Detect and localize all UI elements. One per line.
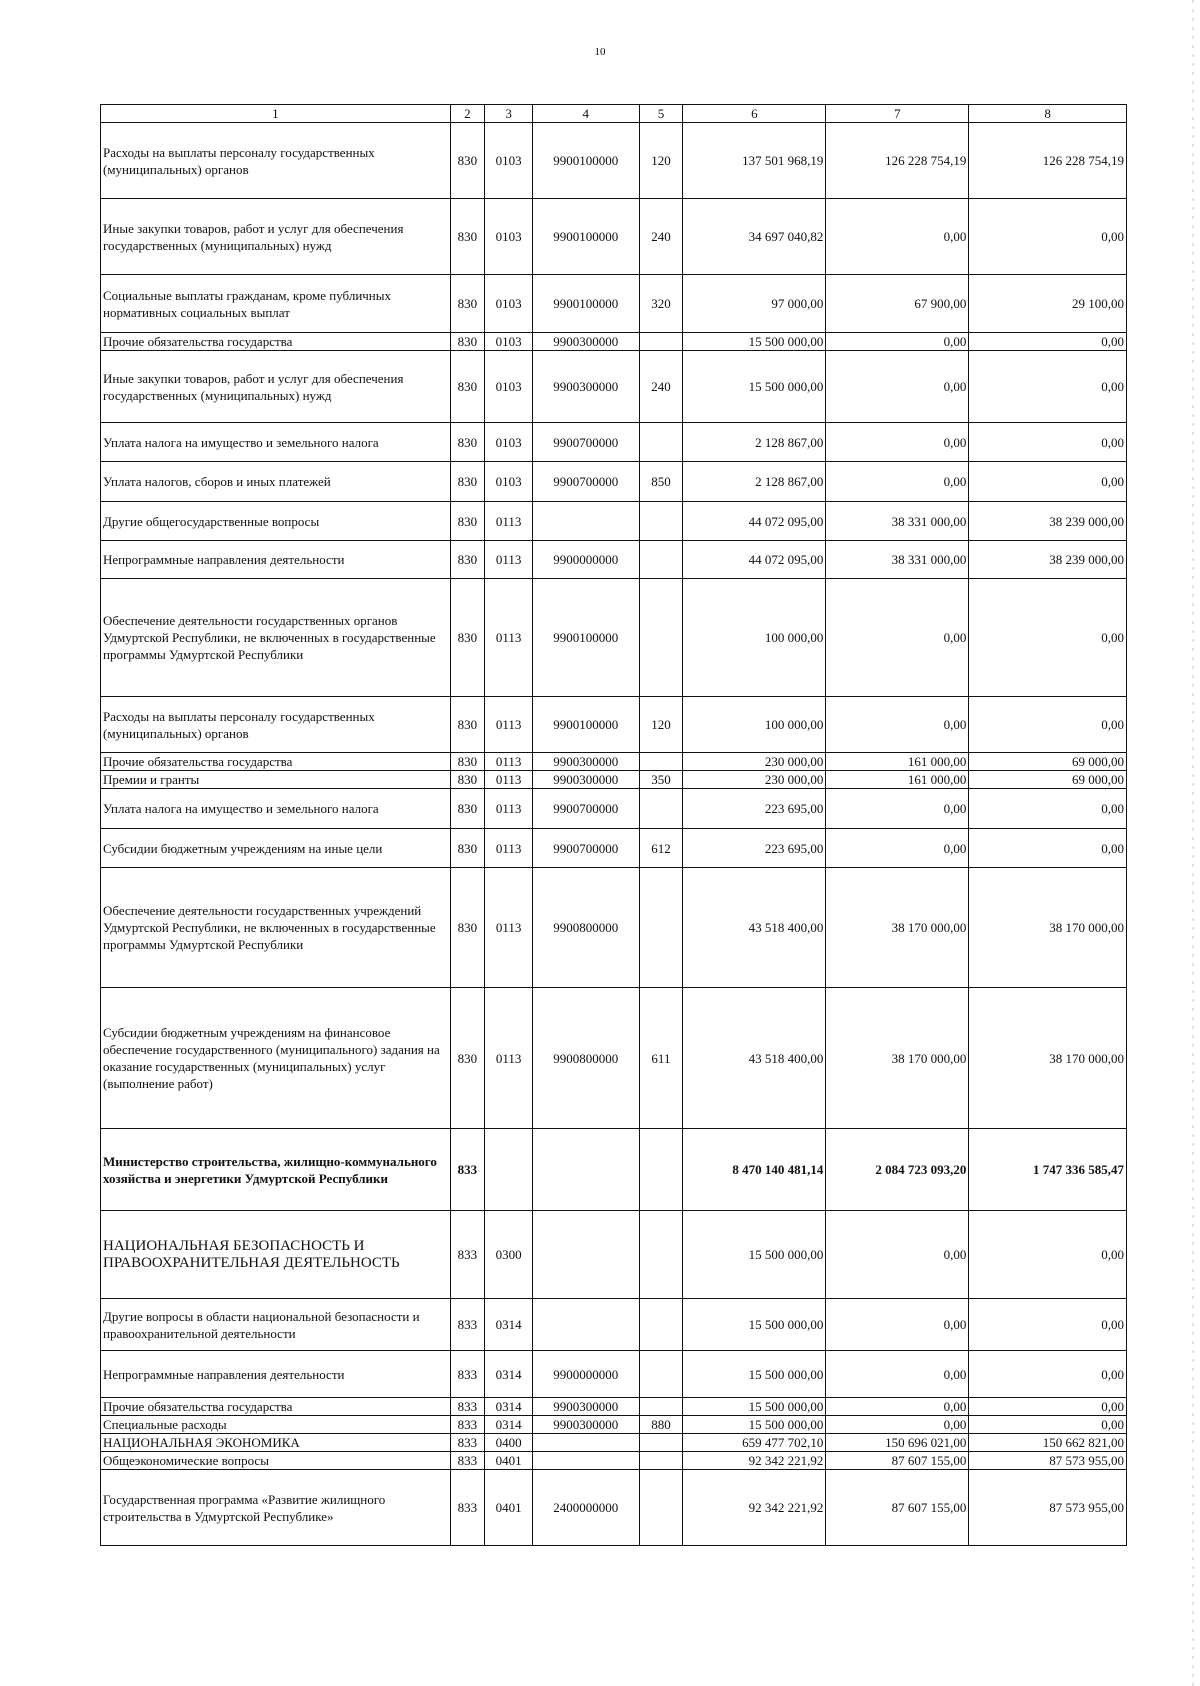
cell-amount-6: 100 000,00 [683, 579, 826, 697]
cell-amount-6: 659 477 702,10 [683, 1434, 826, 1452]
table-row [101, 199, 1127, 275]
cell-target-item: 9900300000 [533, 771, 639, 789]
cell-section: 0400 [485, 1434, 533, 1452]
cell-amount-8: 38 239 000,00 [969, 502, 1127, 541]
cell-amount-6: 34 697 040,82 [683, 199, 826, 275]
cell-amount-8: 0,00 [969, 829, 1127, 868]
cell-section: 0314 [485, 1299, 533, 1351]
row-name: Общеэкономические вопросы [101, 1452, 451, 1470]
cell-amount-7: 0,00 [826, 579, 969, 697]
cell-amount-6: 43 518 400,00 [683, 988, 826, 1129]
cell-amount-7: 126 228 754,19 [826, 123, 969, 199]
cell-amount-7: 161 000,00 [826, 771, 969, 789]
cell-amount-8: 0,00 [969, 462, 1127, 502]
cell-target-item: 9900300000 [533, 333, 639, 351]
cell-expense-type [639, 1470, 683, 1546]
cell-amount-6: 44 072 095,00 [683, 541, 826, 579]
cell-target-item: 9900700000 [533, 423, 639, 462]
cell-amount-7: 0,00 [826, 1211, 969, 1299]
row-name: Специальные расходы [101, 1416, 451, 1434]
cell-amount-7: 161 000,00 [826, 753, 969, 771]
cell-expense-type [639, 541, 683, 579]
table-row [101, 351, 1127, 423]
cell-expense-type [639, 423, 683, 462]
cell-section: 0113 [485, 868, 533, 988]
cell-chapter: 833 [450, 1211, 484, 1299]
cell-section: 0113 [485, 579, 533, 697]
cell-target-item: 9900800000 [533, 868, 639, 988]
cell-target-item: 2400000000 [533, 1470, 639, 1546]
cell-chapter: 830 [450, 462, 484, 502]
table-row [101, 541, 1127, 579]
cell-section: 0113 [485, 541, 533, 579]
cell-amount-6: 2 128 867,00 [683, 423, 826, 462]
cell-target-item: 9900100000 [533, 275, 639, 333]
cell-chapter: 830 [450, 988, 484, 1129]
cell-chapter: 830 [450, 771, 484, 789]
cell-chapter: 830 [450, 753, 484, 771]
column-header: 5 [639, 105, 683, 123]
table-row [101, 868, 1127, 988]
row-name: Министерство строительства, жилищно-коммунального хозяйства и энергетики Удмуртской Республики [101, 1129, 451, 1211]
cell-section: 0314 [485, 1416, 533, 1434]
table-row [101, 423, 1127, 462]
table-row [101, 697, 1127, 753]
cell-target-item: 9900700000 [533, 462, 639, 502]
cell-amount-7: 150 696 021,00 [826, 1434, 969, 1452]
cell-amount-6: 137 501 968,19 [683, 123, 826, 199]
cell-target-item [533, 502, 639, 541]
column-header: 8 [969, 105, 1127, 123]
cell-expense-type: 880 [639, 1416, 683, 1434]
table-row [101, 1470, 1127, 1546]
cell-target-item: 9900300000 [533, 1398, 639, 1416]
column-header: 3 [485, 105, 533, 123]
cell-section: 0401 [485, 1452, 533, 1470]
row-name: Иные закупки товаров, работ и услуг для обеспечения государственных (муниципальных) нужд [101, 199, 451, 275]
row-name: Непрограммные направления деятельности [101, 541, 451, 579]
cell-amount-6: 8 470 140 481,14 [683, 1129, 826, 1211]
cell-expense-type [639, 333, 683, 351]
cell-amount-7: 38 170 000,00 [826, 988, 969, 1129]
table-row [101, 1416, 1127, 1434]
cell-section: 0113 [485, 988, 533, 1129]
cell-amount-8: 69 000,00 [969, 771, 1127, 789]
cell-chapter: 833 [450, 1299, 484, 1351]
cell-chapter: 830 [450, 789, 484, 829]
cell-chapter: 830 [450, 868, 484, 988]
cell-target-item: 9900100000 [533, 199, 639, 275]
table-row [101, 988, 1127, 1129]
cell-section: 0113 [485, 697, 533, 753]
cell-target-item: 9900700000 [533, 789, 639, 829]
cell-amount-7: 38 331 000,00 [826, 502, 969, 541]
cell-amount-8: 38 170 000,00 [969, 868, 1127, 988]
table-row [101, 462, 1127, 502]
row-name: Иные закупки товаров, работ и услуг для обеспечения государственных (муниципальных) нужд [101, 351, 451, 423]
row-name: Прочие обязательства государства [101, 1398, 451, 1416]
cell-target-item: 9900800000 [533, 988, 639, 1129]
cell-amount-7: 0,00 [826, 351, 969, 423]
cell-expense-type: 612 [639, 829, 683, 868]
cell-expense-type: 320 [639, 275, 683, 333]
cell-section: 0113 [485, 502, 533, 541]
cell-amount-7: 67 900,00 [826, 275, 969, 333]
cell-amount-8: 38 170 000,00 [969, 988, 1127, 1129]
cell-target-item [533, 1434, 639, 1452]
cell-amount-7: 87 607 155,00 [826, 1470, 969, 1546]
cell-expense-type [639, 1452, 683, 1470]
cell-target-item [533, 1129, 639, 1211]
cell-expense-type [639, 579, 683, 697]
cell-amount-8: 0,00 [969, 1351, 1127, 1398]
cell-amount-8: 0,00 [969, 579, 1127, 697]
cell-chapter: 833 [450, 1452, 484, 1470]
cell-target-item: 9900700000 [533, 829, 639, 868]
cell-expense-type [639, 789, 683, 829]
cell-amount-8: 29 100,00 [969, 275, 1127, 333]
cell-amount-7: 0,00 [826, 199, 969, 275]
cell-amount-6: 15 500 000,00 [683, 1299, 826, 1351]
cell-amount-6: 97 000,00 [683, 275, 826, 333]
cell-target-item: 9900300000 [533, 1416, 639, 1434]
cell-expense-type [639, 1398, 683, 1416]
cell-amount-8: 0,00 [969, 1416, 1127, 1434]
cell-target-item: 9900300000 [533, 351, 639, 423]
cell-chapter: 833 [450, 1416, 484, 1434]
cell-target-item [533, 1299, 639, 1351]
row-name: Расходы на выплаты персоналу государственных (муниципальных) органов [101, 123, 451, 199]
cell-chapter: 830 [450, 123, 484, 199]
cell-target-item: 9900000000 [533, 541, 639, 579]
cell-chapter: 830 [450, 697, 484, 753]
row-name: Социальные выплаты гражданам, кроме публичных нормативных социальных выплат [101, 275, 451, 333]
cell-expense-type: 240 [639, 351, 683, 423]
budget-table [100, 104, 1127, 1546]
cell-expense-type: 120 [639, 123, 683, 199]
cell-amount-8: 150 662 821,00 [969, 1434, 1127, 1452]
cell-amount-6: 15 500 000,00 [683, 1416, 826, 1434]
table-row [101, 502, 1127, 541]
row-name: Уплата налога на имущество и земельного налога [101, 423, 451, 462]
cell-amount-8: 0,00 [969, 1299, 1127, 1351]
cell-amount-8: 0,00 [969, 1211, 1127, 1299]
cell-chapter: 833 [450, 1129, 484, 1211]
cell-amount-7: 0,00 [826, 1351, 969, 1398]
cell-section [485, 1129, 533, 1211]
cell-section: 0103 [485, 123, 533, 199]
row-name: Уплата налога на имущество и земельного налога [101, 789, 451, 829]
scan-edge-artifact [1192, 0, 1194, 1686]
cell-target-item: 9900000000 [533, 1351, 639, 1398]
cell-expense-type [639, 1211, 683, 1299]
cell-amount-6: 44 072 095,00 [683, 502, 826, 541]
cell-amount-7: 0,00 [826, 423, 969, 462]
cell-chapter: 830 [450, 275, 484, 333]
table-row [101, 1211, 1127, 1299]
column-header: 1 [101, 105, 451, 123]
table-header-row [101, 105, 1127, 123]
table-row [101, 333, 1127, 351]
cell-section: 0401 [485, 1470, 533, 1546]
cell-expense-type [639, 502, 683, 541]
table-row [101, 1452, 1127, 1470]
row-name: Другие общегосударственные вопросы [101, 502, 451, 541]
cell-target-item: 9900100000 [533, 579, 639, 697]
cell-amount-8: 0,00 [969, 351, 1127, 423]
cell-amount-6: 2 128 867,00 [683, 462, 826, 502]
table-row [101, 1129, 1127, 1211]
cell-section: 0103 [485, 423, 533, 462]
table-row [101, 771, 1127, 789]
cell-target-item: 9900100000 [533, 123, 639, 199]
row-name: Прочие обязательства государства [101, 753, 451, 771]
cell-amount-7: 2 084 723 093,20 [826, 1129, 969, 1211]
cell-amount-6: 15 500 000,00 [683, 333, 826, 351]
cell-amount-8: 1 747 336 585,47 [969, 1129, 1127, 1211]
table-row [101, 1299, 1127, 1351]
cell-chapter: 833 [450, 1434, 484, 1452]
cell-amount-6: 15 500 000,00 [683, 1211, 826, 1299]
row-name: Непрограммные направления деятельности [101, 1351, 451, 1398]
column-header: 4 [533, 105, 639, 123]
cell-amount-7: 0,00 [826, 789, 969, 829]
cell-section: 0314 [485, 1351, 533, 1398]
cell-chapter: 830 [450, 199, 484, 275]
table-row [101, 789, 1127, 829]
cell-amount-6: 15 500 000,00 [683, 1398, 826, 1416]
table-row [101, 829, 1127, 868]
cell-section: 0103 [485, 462, 533, 502]
cell-chapter: 833 [450, 1470, 484, 1546]
table-row [101, 1351, 1127, 1398]
cell-amount-7: 87 607 155,00 [826, 1452, 969, 1470]
cell-amount-6: 43 518 400,00 [683, 868, 826, 988]
column-header: 6 [683, 105, 826, 123]
cell-chapter: 833 [450, 1351, 484, 1398]
row-name: Другие вопросы в области национальной безопасности и правоохранительной деятельности [101, 1299, 451, 1351]
cell-target-item [533, 1211, 639, 1299]
cell-chapter: 830 [450, 541, 484, 579]
cell-expense-type: 611 [639, 988, 683, 1129]
cell-expense-type [639, 868, 683, 988]
cell-amount-7: 0,00 [826, 333, 969, 351]
cell-section: 0113 [485, 753, 533, 771]
cell-amount-6: 223 695,00 [683, 789, 826, 829]
row-name: Обеспечение деятельности государственных органов Удмуртской Республики, не включенных в государственные программы Удмуртской Республики [101, 579, 451, 697]
cell-section: 0103 [485, 333, 533, 351]
row-name: НАЦИОНАЛЬНАЯ ЭКОНОМИКА [101, 1434, 451, 1452]
cell-amount-8: 0,00 [969, 199, 1127, 275]
cell-amount-8: 0,00 [969, 789, 1127, 829]
row-name: Расходы на выплаты персоналу государственных (муниципальных) органов [101, 697, 451, 753]
cell-expense-type: 240 [639, 199, 683, 275]
table-row [101, 1398, 1127, 1416]
table-row [101, 123, 1127, 199]
row-name: Субсидии бюджетным учреждениям на иные цели [101, 829, 451, 868]
cell-section: 0314 [485, 1398, 533, 1416]
row-name: Прочие обязательства государства [101, 333, 451, 351]
cell-amount-7: 0,00 [826, 462, 969, 502]
row-name: Государственная программа «Развитие жилищного строительства в Удмуртской Республике» [101, 1470, 451, 1546]
cell-section: 0113 [485, 829, 533, 868]
cell-amount-7: 38 170 000,00 [826, 868, 969, 988]
cell-amount-7: 0,00 [826, 1416, 969, 1434]
cell-amount-7: 0,00 [826, 1398, 969, 1416]
row-name: Обеспечение деятельности государственных учреждений Удмуртской Республики, не включенных в государственные программы Удмуртской Республики [101, 868, 451, 988]
cell-section: 0300 [485, 1211, 533, 1299]
cell-amount-8: 87 573 955,00 [969, 1452, 1127, 1470]
cell-amount-8: 0,00 [969, 1398, 1127, 1416]
cell-amount-6: 100 000,00 [683, 697, 826, 753]
column-header: 2 [450, 105, 484, 123]
table-row [101, 579, 1127, 697]
cell-expense-type [639, 1351, 683, 1398]
cell-amount-6: 92 342 221,92 [683, 1470, 826, 1546]
table-row [101, 753, 1127, 771]
cell-section: 0113 [485, 771, 533, 789]
cell-expense-type: 120 [639, 697, 683, 753]
cell-expense-type [639, 1434, 683, 1452]
cell-amount-8: 0,00 [969, 423, 1127, 462]
cell-amount-6: 92 342 221,92 [683, 1452, 826, 1470]
cell-expense-type: 850 [639, 462, 683, 502]
cell-amount-8: 69 000,00 [969, 753, 1127, 771]
cell-chapter: 833 [450, 1398, 484, 1416]
cell-chapter: 830 [450, 579, 484, 697]
cell-target-item: 9900100000 [533, 697, 639, 753]
cell-amount-6: 15 500 000,00 [683, 351, 826, 423]
row-name: НАЦИОНАЛЬНАЯ БЕЗОПАСНОСТЬ И ПРАВООХРАНИТЕЛЬНАЯ ДЕЯТЕЛЬНОСТЬ [101, 1211, 451, 1299]
cell-amount-7: 0,00 [826, 1299, 969, 1351]
cell-amount-7: 0,00 [826, 829, 969, 868]
cell-amount-7: 38 331 000,00 [826, 541, 969, 579]
cell-amount-7: 0,00 [826, 697, 969, 753]
cell-expense-type [639, 753, 683, 771]
cell-amount-6: 230 000,00 [683, 753, 826, 771]
cell-amount-8: 0,00 [969, 697, 1127, 753]
cell-amount-6: 15 500 000,00 [683, 1351, 826, 1398]
cell-section: 0103 [485, 275, 533, 333]
cell-target-item [533, 1452, 639, 1470]
cell-chapter: 830 [450, 423, 484, 462]
cell-expense-type: 350 [639, 771, 683, 789]
column-header: 7 [826, 105, 969, 123]
cell-chapter: 830 [450, 351, 484, 423]
cell-amount-8: 38 239 000,00 [969, 541, 1127, 579]
cell-amount-6: 223 695,00 [683, 829, 826, 868]
row-name: Уплата налогов, сборов и иных платежей [101, 462, 451, 502]
table-row [101, 275, 1127, 333]
row-name: Премии и гранты [101, 771, 451, 789]
cell-amount-8: 87 573 955,00 [969, 1470, 1127, 1546]
row-name: Субсидии бюджетным учреждениям на финансовое обеспечение государственного (муниципального) задания на оказание государственных (муниципальных) услуг (выполнение работ) [101, 988, 451, 1129]
cell-chapter: 830 [450, 829, 484, 868]
cell-section: 0103 [485, 351, 533, 423]
cell-chapter: 830 [450, 333, 484, 351]
cell-chapter: 830 [450, 502, 484, 541]
table-row [101, 1434, 1127, 1452]
cell-amount-6: 230 000,00 [683, 771, 826, 789]
cell-expense-type [639, 1129, 683, 1211]
cell-amount-8: 126 228 754,19 [969, 123, 1127, 199]
cell-section: 0103 [485, 199, 533, 275]
cell-expense-type [639, 1299, 683, 1351]
cell-section: 0113 [485, 789, 533, 829]
cell-amount-8: 0,00 [969, 333, 1127, 351]
page-number: 10 [594, 46, 606, 58]
cell-target-item: 9900300000 [533, 753, 639, 771]
